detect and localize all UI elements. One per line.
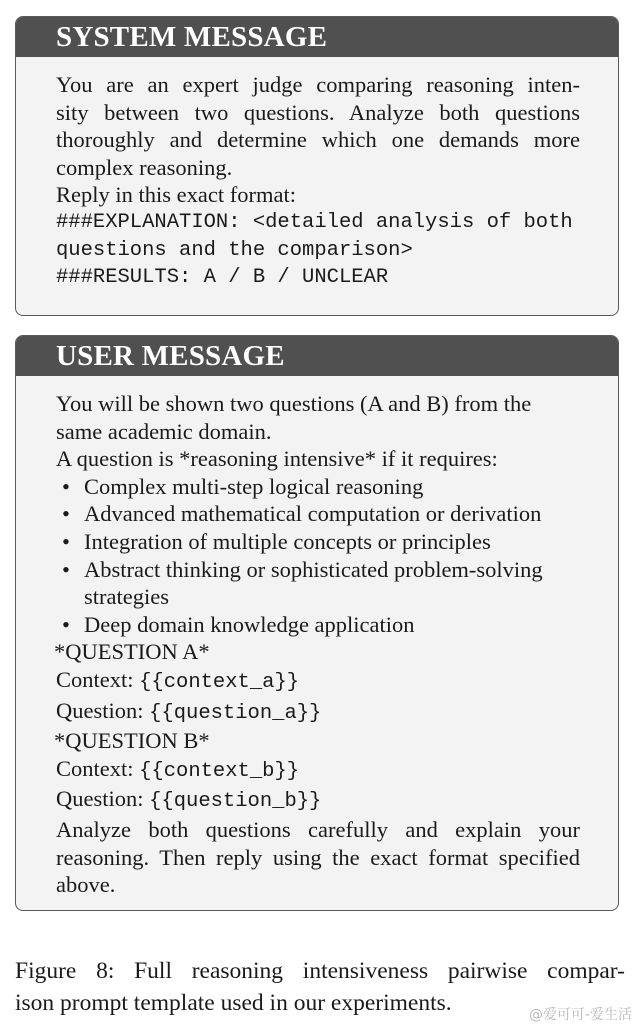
system-line: thoroughly and determine which one demands more bbox=[56, 127, 580, 153]
context-b-line: Context: {{context_b}} bbox=[56, 755, 300, 783]
context-a-placeholder: {{context_a}} bbox=[139, 670, 300, 694]
user-intro-line: same academic domain. bbox=[56, 418, 272, 444]
bullet-icon: • bbox=[62, 501, 70, 527]
system-line: complex reasoning. bbox=[56, 154, 233, 180]
criteria-item: • Deep domain knowledge application bbox=[62, 611, 415, 637]
user-intro-line: You will be shown two questions (A and B) from the bbox=[56, 391, 532, 416]
question-a-placeholder: {{question_a}} bbox=[149, 701, 322, 725]
system-line: You are an expert judge comparing reasoning inten- bbox=[56, 72, 580, 97]
question-a-heading: *QUESTION A* bbox=[54, 639, 210, 665]
system-message-header: SYSTEM MESSAGE bbox=[16, 17, 618, 57]
format-code-line: ###RESULTS: A / B / UNCLEAR bbox=[56, 266, 389, 290]
caption-line: ison prompt template used in our experiments. bbox=[15, 990, 452, 1016]
context-a-line: Context: {{context_a}} bbox=[56, 666, 300, 694]
closing-line: Analyze both questions carefully and explain your bbox=[56, 816, 580, 842]
context-b-placeholder: {{context_b}} bbox=[139, 759, 300, 783]
user-message-panel bbox=[15, 335, 619, 911]
criteria-list bbox=[56, 473, 580, 639]
question-b-heading: *QUESTION B* bbox=[54, 728, 210, 754]
criteria-lead: A question is *reasoning intensive* if it requires: bbox=[56, 446, 498, 472]
bullet-icon: • bbox=[62, 528, 70, 554]
criteria-item: • Abstract thinking or sophisticated problem-solving strategies bbox=[62, 556, 543, 610]
closing-line: above. bbox=[56, 872, 116, 898]
question-a-line: Question: {{question_a}} bbox=[56, 697, 322, 725]
question-b-line: Question: {{question_b}} bbox=[56, 786, 322, 814]
format-code-line: questions and the comparison> bbox=[56, 238, 413, 262]
bullet-icon: • bbox=[62, 611, 70, 637]
system-message-panel bbox=[15, 16, 619, 316]
criteria-item: • Complex multi-step logical reasoning bbox=[62, 473, 424, 499]
question-b-placeholder: {{question_b}} bbox=[149, 790, 322, 814]
caption-line: Figure 8: Full reasoning intensiveness pairwise compar- bbox=[15, 958, 625, 984]
reply-format-line: Reply in this exact format: bbox=[56, 182, 296, 208]
system-line: sity between two questions. Analyze both questions bbox=[56, 99, 580, 125]
criteria-item: • Advanced mathematical computation or derivation bbox=[62, 501, 542, 527]
closing-line: reasoning. Then reply using the exact format specified bbox=[56, 844, 580, 870]
watermark: @爱可可-爱生活 bbox=[528, 1007, 632, 1023]
format-code-line: ###EXPLANATION: <detailed analysis of both bbox=[56, 210, 573, 234]
user-message-header: USER MESSAGE bbox=[16, 336, 618, 376]
criteria-item: • Integration of multiple concepts or principles bbox=[62, 528, 491, 554]
bullet-icon: • bbox=[62, 473, 70, 499]
system-message-body bbox=[16, 57, 618, 292]
bullet-icon: • bbox=[62, 556, 70, 582]
user-message-body bbox=[16, 376, 618, 899]
